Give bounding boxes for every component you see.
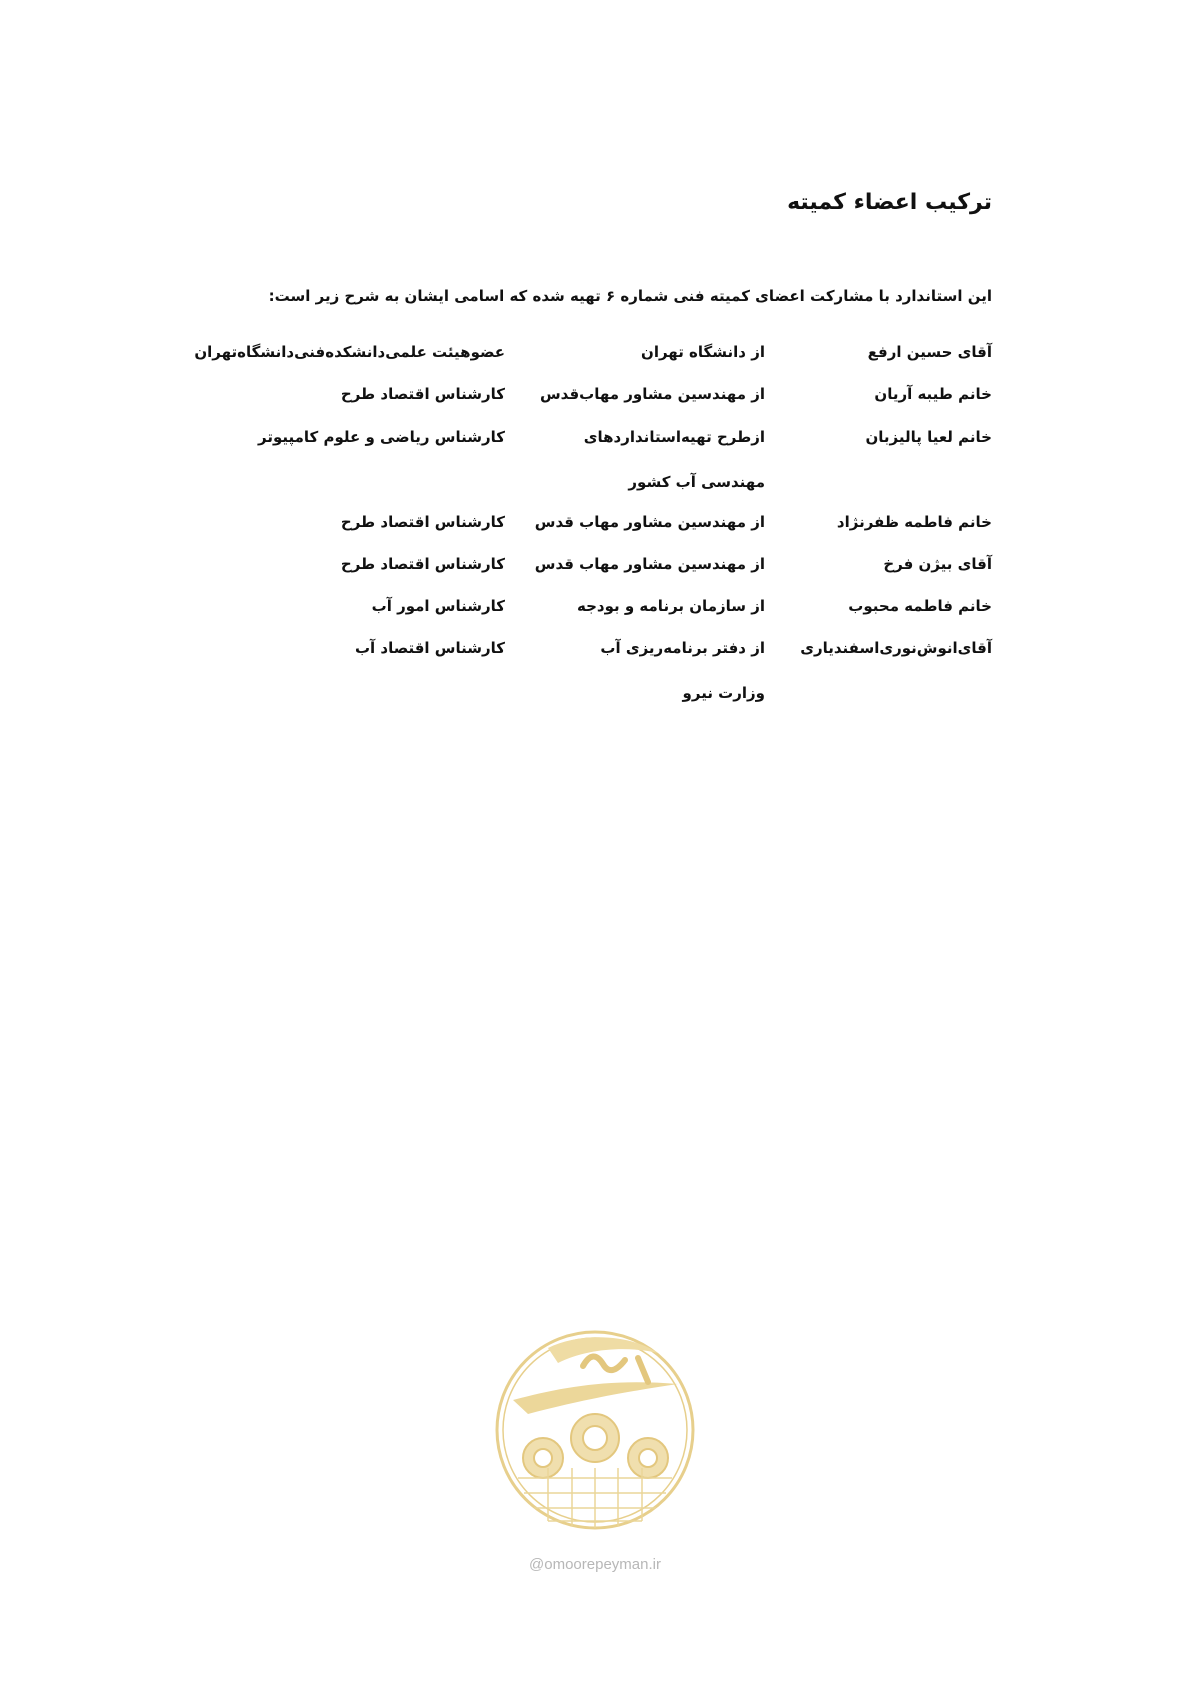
member-row [0,415,1190,505]
member-list [0,330,1190,750]
member-organization [525,372,765,417]
member-role: کارشناس امور آب [371,597,505,615]
member-organization-line: ازطرح تهیه‌استانداردهای [583,428,765,446]
member-role: کارشناس اقتصاد طرح [340,513,505,531]
member-organization [525,500,765,545]
member-name: آقای‌انوش‌نوری‌اسفندیاری [800,639,992,657]
member-name: خانم فاطمه محبوب [848,597,992,615]
watermark-emblem-icon [488,1318,702,1548]
member-organization-line: از دفتر برنامه‌ریزی آب [600,639,765,657]
member-name: خانم لعیا پالیزبان [865,428,992,446]
member-organization-line: از مهندسین مشاور مهاب قدس [534,555,765,573]
intro-paragraph: این استاندارد با مشارکت اعضای کمیته فنی شماره ۶ تهیه شده که اسامی ایشان به شرح زیر است: [268,287,992,305]
member-organization-line: از سازمان برنامه و بودجه [577,597,765,615]
member-organization [525,415,765,505]
member-organization [525,584,765,629]
watermark-logo [488,1318,702,1573]
member-role: کارشناس اقتصاد طرح [340,385,505,403]
watermark-caption: @omoorepeyman.ir [529,1556,661,1573]
member-organization-line: از مهندسین مشاور مهاب‌قدس [539,385,765,403]
member-organization-line: از مهندسین مشاور مهاب قدس [534,513,765,531]
member-role: کارشناس ریاضی و علوم کامپیوتر [257,428,505,446]
member-organization [525,626,765,716]
member-name: آقای بیژن فرخ [883,555,992,573]
member-organization-line: از دانشگاه تهران [641,343,765,361]
member-row [0,626,1190,716]
member-organization [525,330,765,375]
member-role: کارشناس اقتصاد آب [354,639,505,657]
document-title: ترکیب اعضاء کمیته [787,190,992,215]
member-organization-line: وزارت نیرو [682,684,765,702]
member-name: خانم طیبه آریان [874,385,992,403]
member-role: عضوهیئت علمی‌دانشکده‌فنی‌دانشگاه‌تهران [194,343,505,361]
member-organization-line: مهندسی آب کشور [628,473,765,491]
member-role: کارشناس اقتصاد طرح [340,555,505,573]
member-name: خانم فاطمه ظفرنژاد [836,513,992,531]
member-name: آقای حسین ارفع [867,343,992,361]
member-organization [525,542,765,587]
